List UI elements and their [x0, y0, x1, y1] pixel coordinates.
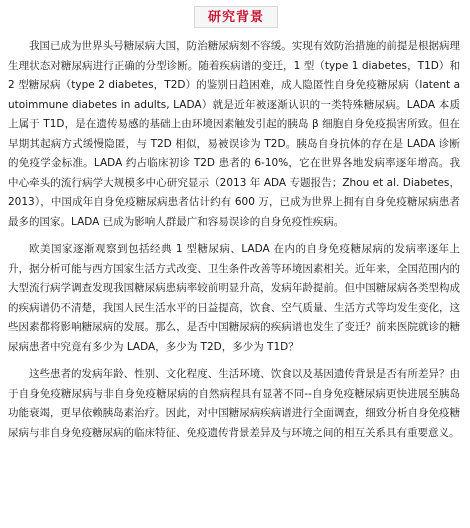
paragraph-3: 这些患者的发病年龄、性别、文化程度、生活环境、饮食以及基因遗传背景是否有所差异？由于自身免疫糖尿病与非自身免疫糖尿病的自然病程具有显著不同--自身免疫糖尿病更快进展至胰岛功能衰竭，更早依赖胰岛素治疗。因此，对中国糖尿病疾病谱进行全面调查，细致分析自身免疫糖尿病与非自身免疫糖尿病的临床特征、免疫遗传背景差异及与环境之间的相互关系具有重要意义。	[8, 368, 460, 439]
document-body	[8, 37, 460, 443]
paragraph-1: 我国已成为世界头号糖尿病大国，防治糖尿病刻不容缓。实现有效防治措施的前提是根据病理生理状态对糖尿病进行正确的分型诊断。随着疾病谱的变迁，1 型（type 1 diabetes，T1D）和 2 型糖尿病（type 2 diabetes，T2D）的鉴别日趋困难，成人隐匿性自身免疫糖尿病（latent autoimmune diabetes in adults, LADA）就是近年被逐渐认识的一类特殊糖尿病。LADA 本质上属于 T1D，是在遗传易感的基础上由环境因素触发引起的胰岛 β 细胞自身免疫损害所致。但在早期其起病方式缓慢隐匿，与 T2D 相似，易被误诊为 T2D。胰岛自身抗体的存在是 LADA 诊断的免疫学金标准。LADA 约占临床初诊 T2D 患者的 6-10%，它在世界各地发病率逐年增高。我中心牵头的流行病学大规模多中心研究显示（2013 年 ADA 专题报告；Zhou et al. Diabetes，2013），中国成年自身免疫糖尿病患者估计约有 600 万，已成为世界上拥有自身免疫糖尿病患者最多的国家。LADA 已成为影响人群最广和容易误诊的自身免疫性疾病。	[8, 40, 460, 228]
section-header	[0, 0, 470, 34]
section-title: 研究背景	[194, 6, 278, 28]
paragraph-2: 欧美国家逐渐观察到包括经典 1 型糖尿病、LADA 在内的自身免疫糖尿病的发病率逐年上升，据分析可能与西方国家生活方式改变、卫生条件改善等环境因素相关。近年来，全国范围内的大型流行病学调查发现我国糖尿病患病率较前明显升高，发病年龄提前。但中国糖尿病各类型构成的疾病谱仍不清楚，我国人民生活水平的日益提高，饮食、空气质量、生活方式等均发生变化，这些因素都将影响糖尿病的发展。那么，是否中国糖尿病的疾病谱也发生了变迁？前来医院就诊的糖尿病患者中究竟有多少为 LADA，多少为 T2D，多少为 T1D？	[8, 243, 460, 353]
